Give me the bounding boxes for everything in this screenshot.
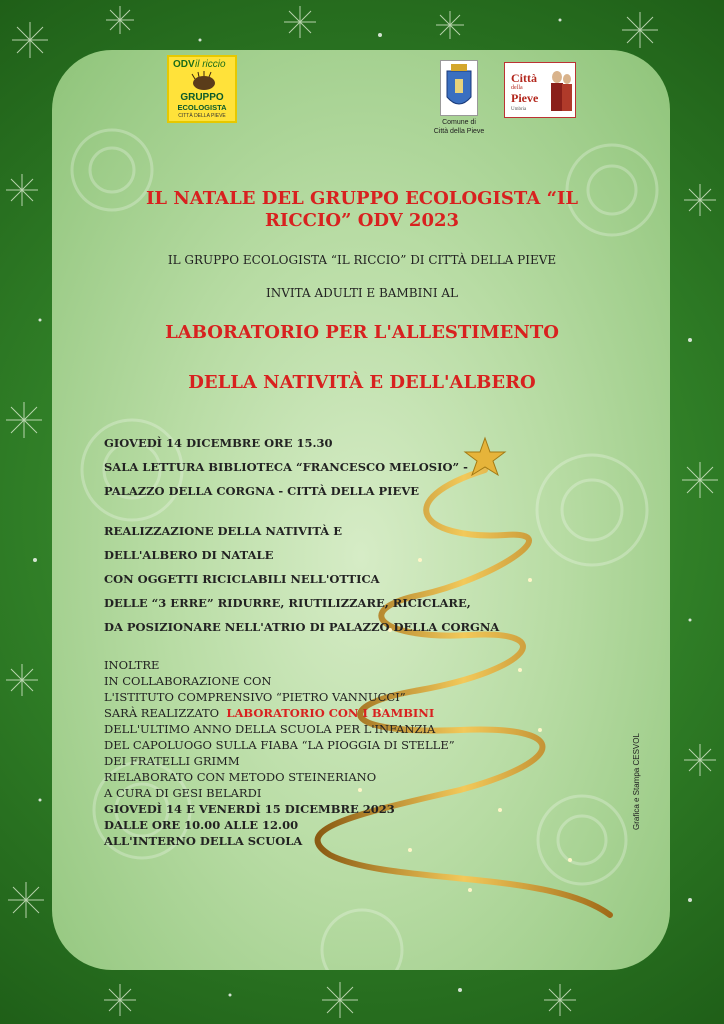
citta-line4: Umbria [511, 107, 527, 112]
comune-caption-line1: Comune di [442, 119, 476, 126]
figures-icon [549, 69, 573, 113]
inoltre-line9: A CURA DI GESI BELARDI [104, 786, 262, 800]
comune-crest-logo [440, 60, 478, 116]
inoltre-line7: DEI FRATELLI GRIMM [104, 754, 240, 768]
inoltre-line3: L'ISTITUTO COMPRENSIVO “PIETRO VANNUCCI” [104, 690, 406, 704]
inoltre-line4-text: SARÀ REALIZZATO [104, 706, 220, 720]
citta-della-pieve-logo [504, 62, 576, 118]
gruppo-ecologista-logo [167, 55, 237, 123]
headline-line1: LABORATORIO PER L'ALLESTIMENTO [165, 322, 559, 343]
citta-line2: della [511, 85, 523, 91]
logo-line-ecologista: ECOLOGISTA [177, 103, 227, 112]
inoltre-line11: DALLE ORE 10.00 ALLE 12.00 [104, 818, 299, 832]
intro-line1: IL GRUPPO ECOLOGISTA “IL RICCIO” DI CITTÀ DELLA PIEVE [167, 253, 557, 267]
inoltre-line8: RIELABORATO CON METODO STEINERIANO [104, 770, 377, 784]
event-location-line1: SALA LETTURA BIBLIOTECA “FRANCESCO MELOSIO” - [104, 460, 468, 474]
title-line1: IL NATALE DEL GRUPPO ECOLOGISTA “IL [145, 188, 579, 209]
title-line2: RICCIO” ODV 2023 [264, 210, 460, 231]
page-title [80, 188, 644, 232]
description-line1: REALIZZAZIONE DELLA NATIVITÀ E [104, 524, 342, 538]
crest-icon [441, 61, 477, 115]
inoltre-line6: DEL CAPOLUOGO SULLA FIABA “LA PIOGGIA DI STELLE” [104, 738, 455, 752]
description-line3: CON OGGETTI RICICLABILI NELL'OTTICA [104, 572, 380, 586]
description-line4: DELLE “3 ERRE” RIDURRE, RIUTILIZZARE, RICICLARE, [104, 596, 471, 610]
inoltre-line1: INOLTRE [104, 658, 160, 672]
print-credit-text: Grafica e Stampa CESVOL [632, 733, 641, 830]
print-credit [628, 720, 644, 830]
logo-odv-text: ODV [173, 59, 195, 70]
laboratorio-bambini-highlight: LABORATORIO CON I BAMBINI [226, 706, 435, 720]
inoltre-line12: ALL'INTERNO DELLA SCUOLA [104, 834, 303, 848]
headline-line2: DELLA NATIVITÀ E DELL'ALBERO [188, 372, 536, 393]
inoltre-line10: GIOVEDÌ 14 E VENERDÌ 15 DICEMBRE 2023 [104, 802, 395, 816]
comune-caption-line2: Città della Pieve [433, 128, 485, 135]
inoltre-line4 [104, 706, 434, 720]
hedgehog-icon [191, 71, 217, 91]
citta-line3: Pieve [511, 91, 539, 105]
event-location-line2: PALAZZO DELLA CORGNA - CITTÀ DELLA PIEVE [104, 484, 420, 498]
citta-line1: Città [511, 71, 537, 85]
intro-line2: INVITA ADULTI E BAMBINI AL [265, 286, 459, 300]
comune-caption [420, 118, 498, 136]
inoltre-line2: IN COLLABORAZIONE CON [104, 674, 272, 688]
christmas-tree-ribbon [270, 430, 630, 940]
description-line2: DELL'ALBERO DI NATALE [104, 548, 274, 562]
inoltre-line5: DELL'ULTIMO ANNO DELLA SCUOLA PER L'INFANZIA [104, 722, 436, 736]
logo-line-gruppo: GRUPPO [180, 92, 224, 103]
logo-line-citta: CITTÀ DELLA PIEVE [178, 113, 226, 119]
event-date: GIOVEDÌ 14 DICEMBRE ORE 15.30 [104, 436, 333, 450]
logo-riccio-text: il riccio [195, 59, 226, 70]
description-line5: DA POSIZIONARE NELL'ATRIO DI PALAZZO DELLA CORGNA [104, 620, 500, 634]
